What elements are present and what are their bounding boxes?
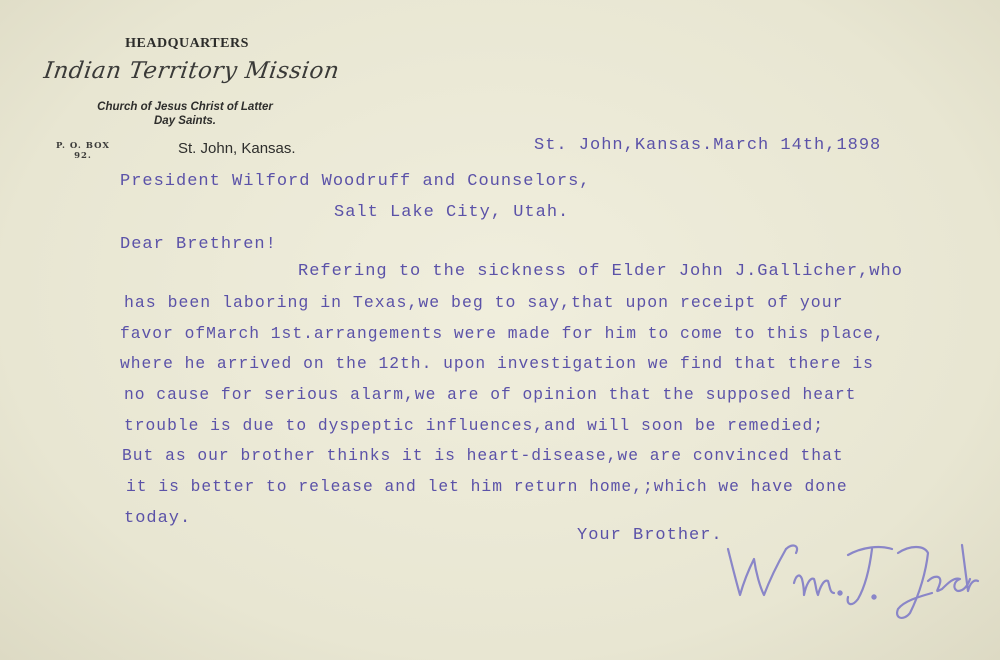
addressee-line2: Salt Lake City, Utah. <box>334 203 570 222</box>
body-line: it is better to release and let him return home,;which we have done <box>126 477 848 496</box>
letterhead-po-box <box>48 141 118 161</box>
letter-date: St. John,Kansas.March 14th,1898 <box>534 136 882 155</box>
letterhead-church <box>80 100 290 128</box>
letterhead-mission-name: Indian Territory Mission <box>42 58 342 84</box>
letterhead-church-line2: Day Saints. <box>154 115 216 127</box>
body-line: But as our brother thinks it is heart-disease,we are convinced that <box>122 446 844 465</box>
body-line: trouble is due to dyspeptic influences,and will soon be remedied; <box>124 416 825 435</box>
letterhead-city: St. John, Kansas. <box>178 140 296 157</box>
body-line: today. <box>124 509 192 528</box>
salutation: Dear Brethren! <box>120 235 277 254</box>
po-box-label: P. O. BOX <box>56 141 110 151</box>
body-line: where he arrived on the 12th. upon investigation we find that there is <box>120 354 874 373</box>
signature <box>722 535 982 625</box>
body-line: Refering to the sickness of Elder John J.Gallicher,who <box>298 262 903 281</box>
letterhead-church-line1: Church of Jesus Christ of Latter <box>97 101 273 113</box>
addressee-line1: President Wilford Woodruff and Counselors, <box>120 172 591 191</box>
closing: Your Brother. <box>577 526 723 545</box>
letterhead-headquarters: HEADQUARTERS <box>125 36 249 51</box>
po-box-number: 92. <box>74 151 92 161</box>
body-line: no cause for serious alarm,we are of opinion that the supposed heart <box>124 385 857 404</box>
body-line: has been laboring in Texas,we beg to say,that upon receipt of your <box>124 293 844 312</box>
body-line: favor ofMarch 1st.arrangements were made for him to come to this place, <box>120 324 885 343</box>
